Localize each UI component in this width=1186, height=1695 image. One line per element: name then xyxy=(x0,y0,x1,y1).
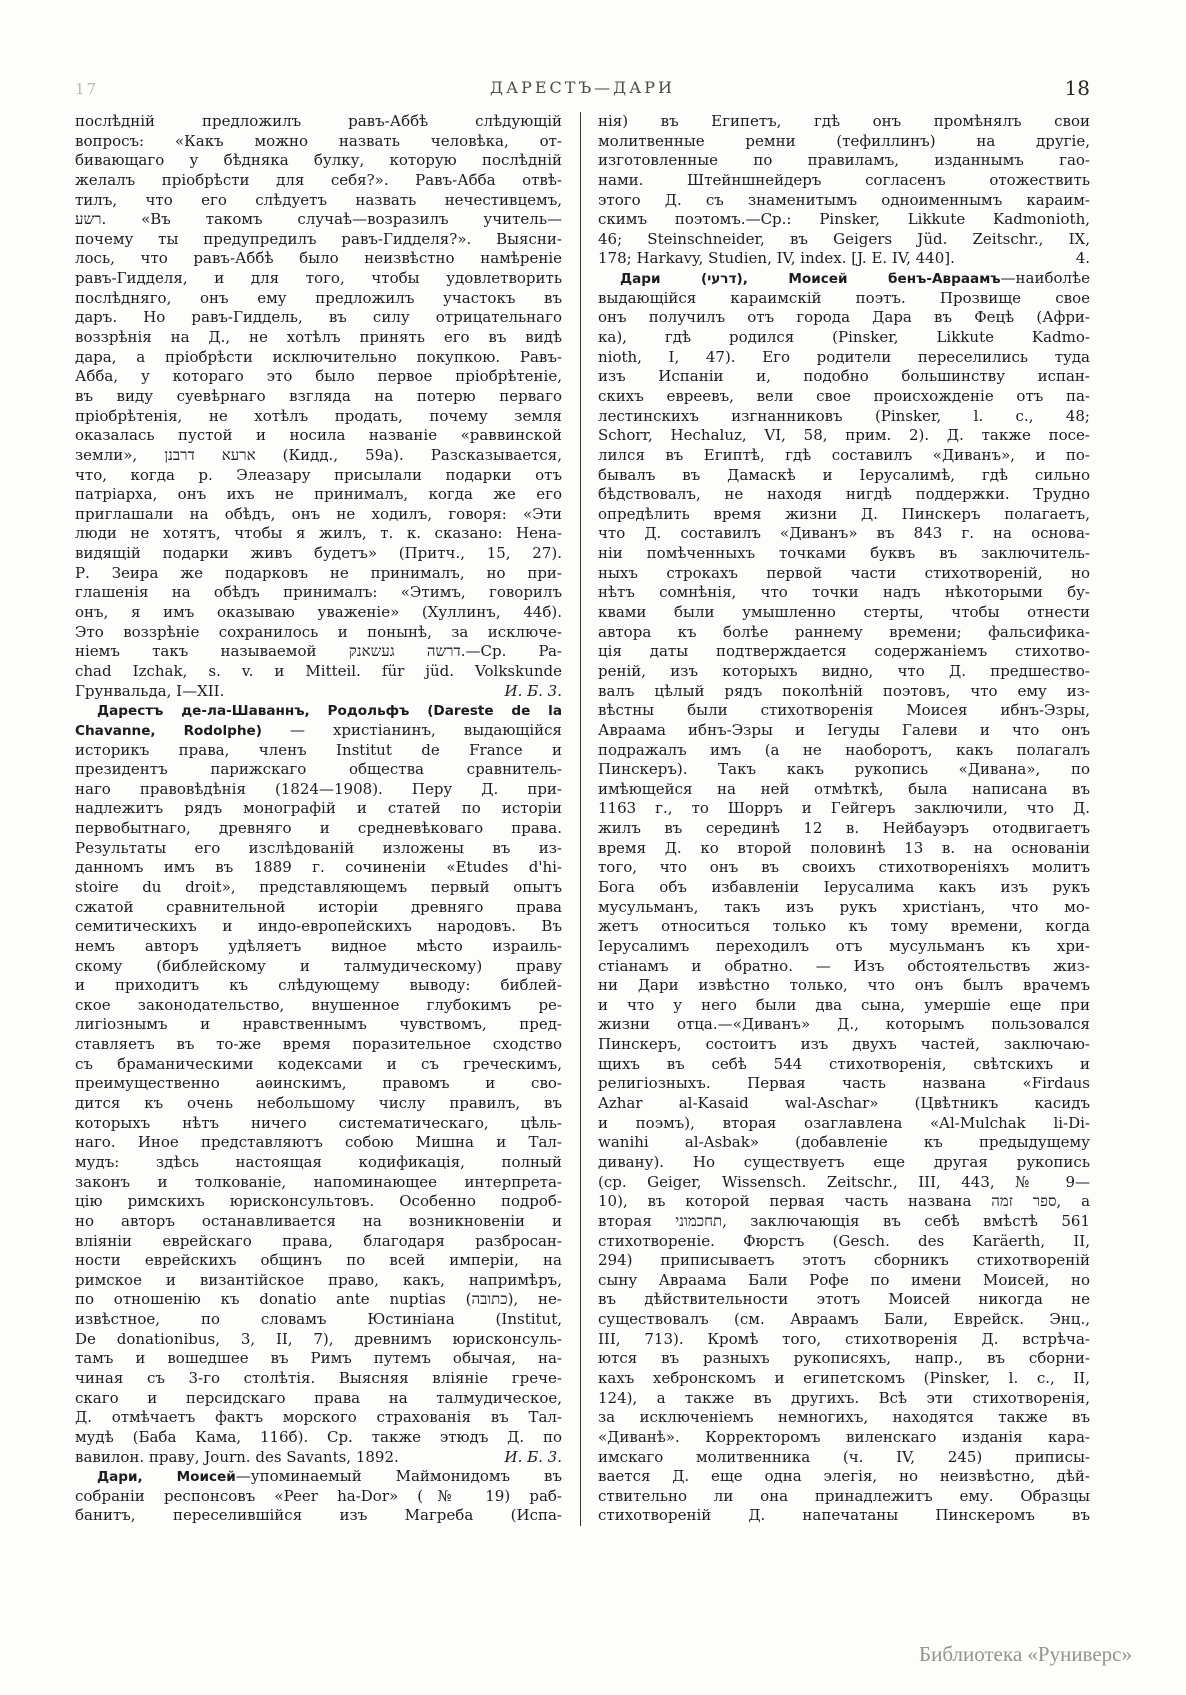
text-line: наго правовѣдѣнія (1824—1908). Перу Д. при- xyxy=(75,779,562,798)
text-line: 10), въ которой первая часть названа ספר זמה, а xyxy=(598,1192,1090,1211)
text-line: Авраама ибнъ-Эзры и Іегуды Галеви и что онъ xyxy=(598,720,1090,739)
text-line: wanihi al-Asbak» (добавленіе къ предыдущему xyxy=(598,1133,1090,1152)
text-line: и что у него были два сына, умершіе еще при xyxy=(598,995,1090,1014)
text-line: валъ цѣлый рядъ поколѣній поэтовъ, что ему из- xyxy=(598,681,1090,700)
text-line: по отношенію къ donatio ante nuptias (כתובה), не- xyxy=(75,1290,562,1309)
text-line: законъ и толкованіе, напоминающее интерпрета- xyxy=(75,1172,562,1191)
text-line: наго. Иное представляютъ собою Мишна и Тал- xyxy=(75,1133,562,1152)
text-line: Пинскеръ). Такъ какъ рукопись «Дивана», по xyxy=(598,760,1090,779)
text-line: оказалась пустой и носила названіе «раввинской xyxy=(75,426,562,445)
text-line: семитическихъ и индо-европейскихъ народовъ. Въ xyxy=(75,917,562,936)
text-line: что Д. составилъ «Диванъ» въ 843 г. на основа- xyxy=(598,524,1090,543)
text-line: стіанамъ и обратно. — Изъ обстоятельствъ жиз- xyxy=(598,956,1090,975)
page-number-left: 17 xyxy=(75,80,99,98)
text-line: онъ получилъ отъ города Дара въ Фецѣ (Афри- xyxy=(598,308,1090,327)
text-line: 46; Steinschneider, въ Geigers Jüd. Zeitschr., IX, xyxy=(598,229,1090,248)
text-line: лось, что равъ-Аббѣ было неизвѣстно намѣреніе xyxy=(75,249,562,268)
text-line: вѣстны были стихотворенія Моисея ибнъ-Эзры, xyxy=(598,701,1090,720)
text-line: Chavanne, Rodolphe) — христіанинъ, выдающійся xyxy=(75,720,562,739)
text-line: бѣдствовалъ, не находя нигдѣ поддержки. Трудно xyxy=(598,485,1090,504)
text-line: тамъ и вошедшее въ Римъ путемъ обычая, на- xyxy=(75,1349,562,1368)
text-line: жетъ относиться только къ тому времени, когда xyxy=(598,917,1090,936)
text-line: и поэмъ), вторая озаглавлена «Al-Mulchak li-Di- xyxy=(598,1113,1090,1132)
text-line: желалъ пріобрѣсти для себя?». Равъ-Абба отвѣ- xyxy=(75,170,562,189)
text-line: почему ты предупредилъ равъ-Гидделя?». Выясни- xyxy=(75,229,562,248)
text-line: сжатой сравнительной исторіи древняго права xyxy=(75,897,562,916)
text-line: послѣдній предложилъ равъ-Аббѣ слѣдующій xyxy=(75,112,562,130)
text-line: нѣтъ сомнѣнія, что точки надъ нѣкоторыми бу- xyxy=(598,583,1090,602)
text-line: (ср. Geiger, Wissensch. Zeitschr., III, 443, № 9— xyxy=(598,1172,1090,1191)
text-line: дара, а пріобрѣсти исключительно покупкою. Равъ- xyxy=(75,347,562,366)
text-line: тилъ, что его слѣдуетъ назвать нечестивцемъ, xyxy=(75,190,562,209)
text-line: воззрѣнія на Д., не хотѣлъ принять его въ видѣ xyxy=(75,328,562,347)
text-line: данномъ имъ въ 1889 г. сочиненіи «Etudes d'hi- xyxy=(75,858,562,877)
text-line: Р. Зеира же подарковъ не принималъ, но при- xyxy=(75,563,562,582)
text-line: цію римскихъ юрисконсультовъ. Особенно подроб- xyxy=(75,1192,562,1211)
text-line: имѣющейся на ней отмѣткѣ, была написана въ xyxy=(598,779,1090,798)
text-line: скимъ поэтомъ.—Ср.: Pinsker, Likkute Kadmonioth, xyxy=(598,210,1090,229)
text-line: «Диванѣ». Корректоромъ виленскаго изданія кара- xyxy=(598,1427,1090,1446)
text-line: историкъ права, членъ Institut de France и xyxy=(75,740,562,759)
text-line: 1163 г., то Шорръ и Гейгеръ заключили, что Д. xyxy=(598,799,1090,818)
text-line: Бога объ избавленіи Іерусалима какъ изъ рукъ xyxy=(598,877,1090,896)
text-line: ка), гдѣ родился (Pinsker, Likkute Kadmo- xyxy=(598,328,1090,347)
text-line: чиная съ 3-го столѣтія. Выясняя вліяніе грече- xyxy=(75,1369,562,1387)
text-line: выдающійся караимскій поэтъ. Прозвище свое xyxy=(598,288,1090,307)
text-line: ности еврейскихъ общинъ по всей имперіи, на xyxy=(75,1251,562,1270)
text-line: послѣдняго, онъ ему предложилъ участокъ въ xyxy=(75,288,562,307)
text-line: chad Izchak, s. v. и Mitteil. für jüd. Volkskunde xyxy=(75,661,562,680)
text-line: патріарха, онъ ихъ не принималъ, когда же его xyxy=(75,485,562,504)
text-line: רשע. «Въ такомъ случаѣ—возразилъ учитель— xyxy=(75,210,562,229)
text-line: вопросъ: «Какъ можно назвать человѣка, от- xyxy=(75,131,562,150)
author-signature: И. Б. 3. xyxy=(504,1447,562,1466)
library-watermark: Библиотека «Руниверс» xyxy=(919,1642,1132,1666)
text-line: религіозныхъ. Первая часть названа «Firdaus xyxy=(598,1074,1090,1093)
text-line: Это воззрѣніе сохранилось и понынѣ, за исключе- xyxy=(75,622,562,641)
text-line: люди не хотятъ, чтобы я жилъ, т. к. сказано: Нена- xyxy=(75,524,562,543)
text-body xyxy=(75,112,1090,1526)
text-line: что, когда р. Элеазару присылали подарки отъ xyxy=(75,465,562,484)
text-line: первобытнаго, древняго и средневѣковаго права. xyxy=(75,819,562,838)
text-line: бивающаго у бѣдняка булку, которую послѣдній xyxy=(75,151,562,170)
text-line: 124), а также въ другихъ. Всѣ эти стихотворенія, xyxy=(598,1388,1090,1407)
author-signature: И. Б. 3. xyxy=(504,681,562,700)
text-line: Schorr, Hechaluz, VI, 58, прим. 2). Д. также посе- xyxy=(598,426,1090,445)
text-line: земли», ארעא דרבנן (Кидд., 59а). Разсказывается, xyxy=(75,445,562,464)
text-line: Іерусалимъ переходилъ отъ мусульманъ къ хри- xyxy=(598,936,1090,955)
text-line: стихотвореній Д. напечатаны Пинскеромъ въ xyxy=(598,1506,1090,1525)
text-line: мудъ: здѣсь настоящая кодификація, полный xyxy=(75,1152,562,1171)
text-line: опредѣлить время жизни Д. Пинскеръ полагаетъ, xyxy=(598,504,1090,523)
text-line: лигіознымъ и нравственнымъ чувствомъ, пред- xyxy=(75,1015,562,1034)
text-line: мусульманъ, такъ изъ рукъ христіанъ, что мо- xyxy=(598,897,1090,916)
text-line: равъ-Гидделя, и для того, чтобы удовлетворить xyxy=(75,269,562,288)
text-line: собраніи респонсовъ «Peer ha-Dor» (№ 19) раб- xyxy=(75,1486,562,1505)
text-line: Дари, Моисей—упоминаемый Маймонидомъ въ xyxy=(97,1467,562,1486)
text-line: существовалъ (см. Авраамъ Бали, Еврейск. Энц., xyxy=(598,1310,1090,1329)
column-divider-rule xyxy=(580,112,581,1526)
running-head xyxy=(75,78,1090,100)
text-line: изъ Испаніи и, подобно большинству испан- xyxy=(598,367,1090,386)
text-line: Дарестъ де-ла-Шаваннъ, Родольфъ (Dareste de la xyxy=(97,703,562,720)
text-line: Пинскеръ, состоитъ изъ двухъ частей, заключаю- xyxy=(598,1035,1090,1054)
text-line: реній, изъ которыхъ видно, что Д. предшество- xyxy=(598,661,1090,680)
text-line: 294) приписываетъ этотъ сборникъ стихотвореній xyxy=(598,1251,1090,1270)
text-line: имскаго молитвенника (ч. IV, 245) приписы- xyxy=(598,1447,1090,1466)
text-line: жилъ въ серединѣ 12 в. Нейбауэръ отодвигаетъ xyxy=(598,819,1090,838)
text-line: подражалъ имъ (а не наоборотъ, какъ полагалъ xyxy=(598,740,1090,759)
text-line: квами были умышленно стерты, чтобы отнести xyxy=(598,603,1090,622)
text-line: изготовленные по правиламъ, изданнымъ гао- xyxy=(598,151,1090,170)
text-line: и приходитъ къ слѣдующему выводу: библей- xyxy=(75,976,562,995)
text-line: надлежитъ рядъ монографій и статей по исторіи xyxy=(75,799,562,818)
text-line: вліяніи еврейскаго права, благодаря разбросан- xyxy=(75,1231,562,1250)
text-line: щихъ въ себѣ 544 стихотворенія, свѣтскихъ и xyxy=(598,1054,1090,1073)
text-line: жизни отца.—«Диванъ» Д., которымъ пользовался xyxy=(598,1015,1090,1034)
text-line: Azhar al-Kasaid wal-Aschar» (Цвѣтникъ касидъ xyxy=(598,1094,1090,1113)
page-number-right: 18 xyxy=(1064,76,1090,100)
text-line: приглашали на обѣдъ, онъ не ходилъ, говоря: «Эти xyxy=(75,504,562,523)
text-line: De donationibus, 3, II, 7), древнимъ юрисконсуль- xyxy=(75,1329,562,1348)
text-column-left xyxy=(75,112,562,1526)
text-line: Результаты его изслѣдованій изложены въ из- xyxy=(75,838,562,857)
text-line: того, что онъ въ своихъ стихотвореніяхъ молитъ xyxy=(598,858,1090,877)
text-line: глашенія на обѣдъ принималъ: «Этимъ, говорилъ xyxy=(75,583,562,602)
text-line: Д. отмѣчаетъ фактъ морского страхованія въ Тал- xyxy=(75,1408,562,1427)
text-line: 178; Harkavy, Studien, IV, index. [J. E. IV, 440]. 4. xyxy=(598,249,1090,268)
section-number: 4. xyxy=(1075,249,1090,268)
text-line: президентъ парижскаго общества сравнитель- xyxy=(75,760,562,779)
text-line: немъ авторъ удѣляетъ видное мѣсто израиль- xyxy=(75,936,562,955)
text-line: но авторъ останавливается на возникновеніи и xyxy=(75,1211,562,1230)
text-line: время Д. ко второй половинѣ 13 в. на основаніи xyxy=(598,838,1090,857)
text-line: даръ. Но равъ-Гиддель, въ силу отрицательнаго xyxy=(75,308,562,327)
text-line: римское и византійское право, какъ, напримѣръ, xyxy=(75,1270,562,1289)
text-line: мудѣ (Баба Кама, 116б). Ср. также этюдъ Д. по xyxy=(75,1427,562,1446)
text-line: молитвенные ремни (тефиллинъ) на другіе, xyxy=(598,131,1090,150)
text-line: ни Дари извѣстно только, что онъ былъ врачемъ xyxy=(598,976,1090,995)
text-line: видящій подарки живъ будетъ» (Притч., 15, 27). xyxy=(75,544,562,563)
text-line: ставляетъ въ то-же время поразительное сходство xyxy=(75,1035,562,1054)
text-line: въ виду суевѣрнаго взгляда на потерю перваго xyxy=(75,386,562,405)
running-title: ДАРЕСТЪ—ДАРИ xyxy=(489,78,676,97)
text-line: ствительно ли она принадлежитъ ему. Образцы xyxy=(598,1486,1090,1505)
text-line: стихотвореніе. Фюрстъ (Gesch. des Karäerth, II, xyxy=(598,1231,1090,1250)
text-line: ныхъ строкахъ первой части стихотвореній, но xyxy=(598,563,1090,582)
text-line: кахъ хебронскомъ и египетскомъ (Pinsker, l. c., II, xyxy=(598,1369,1090,1387)
text-line: ское законодательство, внушенное глубокимъ ре- xyxy=(75,995,562,1014)
text-line: сыну Авраама Бали Рофе по имени Моисей, но xyxy=(598,1270,1090,1289)
text-line: въ дѣйствительности этотъ Моисей никогда не xyxy=(598,1290,1090,1309)
text-line: онъ, я имъ оказываю уваженіе» (Хуллинъ, 44б). xyxy=(75,603,562,622)
text-line: вторая תחכמוני, заключающія въ себѣ вмѣстѣ 561 xyxy=(598,1211,1090,1230)
text-line: nioth, I, 47). Его родители переселились туда xyxy=(598,347,1090,366)
text-line: вается Д. еще одна элегія, но неизвѣстно, дѣй- xyxy=(598,1467,1090,1486)
text-line: stoire du droit», представляющемъ первый опытъ xyxy=(75,877,562,896)
text-line: этого Д. съ знаменитымъ одноименнымъ караим- xyxy=(598,190,1090,209)
text-line: ніемъ такъ называемой דרשה געשאנק.—Ср. Pa- xyxy=(75,642,562,661)
text-line: лился въ Египтѣ, гдѣ составилъ «Диванъ», и по- xyxy=(598,445,1090,464)
text-line: съ браманическими кодексами и съ греческимъ, xyxy=(75,1054,562,1073)
text-line: лестинскихъ изгнанниковъ (Pinsker, l. c., 48; xyxy=(598,406,1090,425)
text-line: бывалъ въ Дамаскѣ и Іерусалимѣ, гдѣ сильно xyxy=(598,465,1090,484)
text-line: за исключеніемъ немногихъ, находятся также въ xyxy=(598,1408,1090,1427)
text-line: дится къ очень небольшому числу правилъ, въ xyxy=(75,1094,562,1113)
text-line: скому (библейскому и талмудическому) праву xyxy=(75,956,562,975)
text-line: пріобрѣтенія, не хотѣлъ продать, почему земля xyxy=(75,406,562,425)
text-line: ніи помѣченныхъ точками буквъ въ заключитель- xyxy=(598,544,1090,563)
text-line: которыхъ нѣтъ ничего систематическаго, цѣль- xyxy=(75,1113,562,1132)
text-line: автора къ болѣе раннему времени; фальсифика- xyxy=(598,622,1090,641)
text-line: извѣстное, по словамъ Юстиніана (Institut, xyxy=(75,1310,562,1329)
text-line: дивану). Но существуетъ еще другая рукопись xyxy=(598,1152,1090,1171)
text-line: Абба, у котораго это было первое пріобрѣтеніе, xyxy=(75,367,562,386)
text-line: III, 713). Кромѣ того, стихотворенія Д. встрѣча- xyxy=(598,1329,1090,1348)
text-line: ются въ разныхъ рукописяхъ, напр., въ сборни- xyxy=(598,1349,1090,1368)
text-line: Грунвальда, I—XII. И. Б. 3. xyxy=(75,681,562,700)
text-line: банитъ, переселившійся изъ Магреба (Испа- xyxy=(75,1506,562,1525)
text-line: преимущественно аѳинскимъ, правомъ и сво- xyxy=(75,1074,562,1093)
text-column-right xyxy=(598,112,1090,1526)
text-line: ція даты подтверждается содержаніемъ стихотво- xyxy=(598,642,1090,661)
text-line: нія) въ Египетъ, гдѣ онъ промѣнялъ свои xyxy=(598,112,1090,130)
text-line: вавилон. праву, Journ. des Savants, 1892. И. Б. 3. xyxy=(75,1447,562,1466)
text-line: Дари (דרעי), Моисей бенъ-Авраамъ—наиболѣе xyxy=(620,269,1090,288)
text-line: скихъ евреевъ, вели свое происхожденіе отъ па- xyxy=(598,386,1090,405)
text-line: нами. Штейншнейдеръ согласенъ отожествить xyxy=(598,170,1090,189)
text-line: скаго и персидскаго права на талмудическое, xyxy=(75,1388,562,1407)
